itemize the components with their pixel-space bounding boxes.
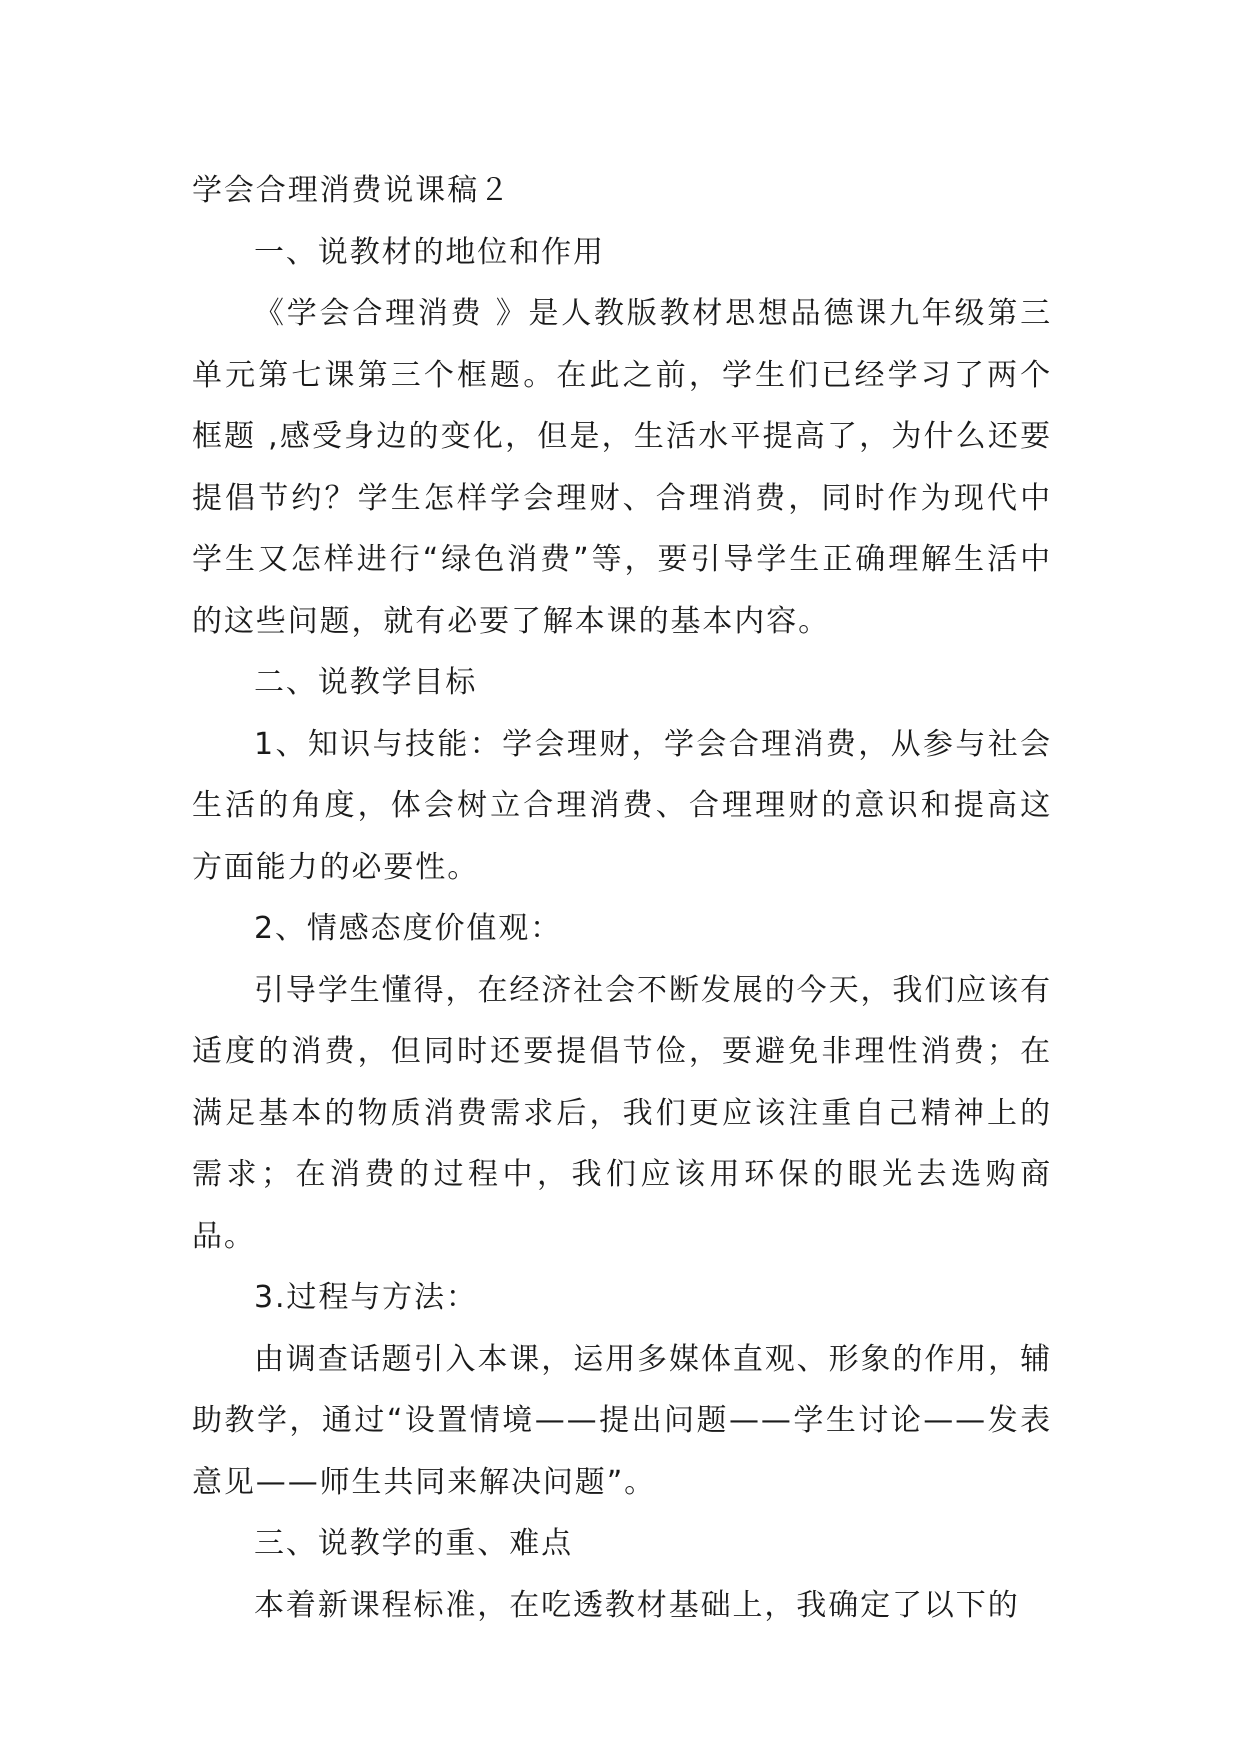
document-title: 学会合理消费说课稿２ <box>192 173 511 208</box>
section-heading: 二、说教学目标 <box>254 665 478 700</box>
body-paragraph: 1、知识与技能：学会理财，学会合理消费，从参与社会生活的角度，体会树立合理消费、合理理财的意识和提高这方面能力的必要性。 <box>192 726 1052 885</box>
body-paragraph: 本着新课程标准，在吃透教材基础上，我确定了以下的 <box>254 1587 1020 1623</box>
body-paragraph: 《学会合理消费 》是人教版教材思想品德课九年级第三单元第七课第三个框题。在此之前，学生们已经学习了两个框题 ,感受身边的变化，但是，生活水平提高了，为什么还要提倡节约？学生怎样学会理财、合理消费，同时作为现代中学生又怎样进行“绿色消费”等，要引导学生正确理解生活中的这些问题，就有必要了解本课的基本内容。 <box>192 296 1052 639</box>
section-heading: 三、说教学的重、难点 <box>254 1526 573 1561</box>
section-heading: 一、说教材的地位和作用 <box>254 234 605 270</box>
body-paragraph: 由调查话题引入本课，运用多媒体直观、形象的作用，辅助教学，通过“设置情境——提出问题——学生讨论——发表意见——师生共同来解决问题”。 <box>192 1341 1052 1500</box>
body-paragraph: 引导学生懂得，在经济社会不断发展的今天，我们应该有适度的消费，但同时还要提倡节俭，要避免非理性消费；在满足基本的物质消费需求后，我们更应该注重自己精神上的需求；在消费的过程中，我们应该用环保的眼光去选购商品。 <box>192 972 1052 1254</box>
document-body <box>192 160 1052 1636</box>
subsection-heading: 3.过程与方法： <box>254 1280 478 1315</box>
subsection-heading: 2、情感态度价值观： <box>254 911 563 946</box>
